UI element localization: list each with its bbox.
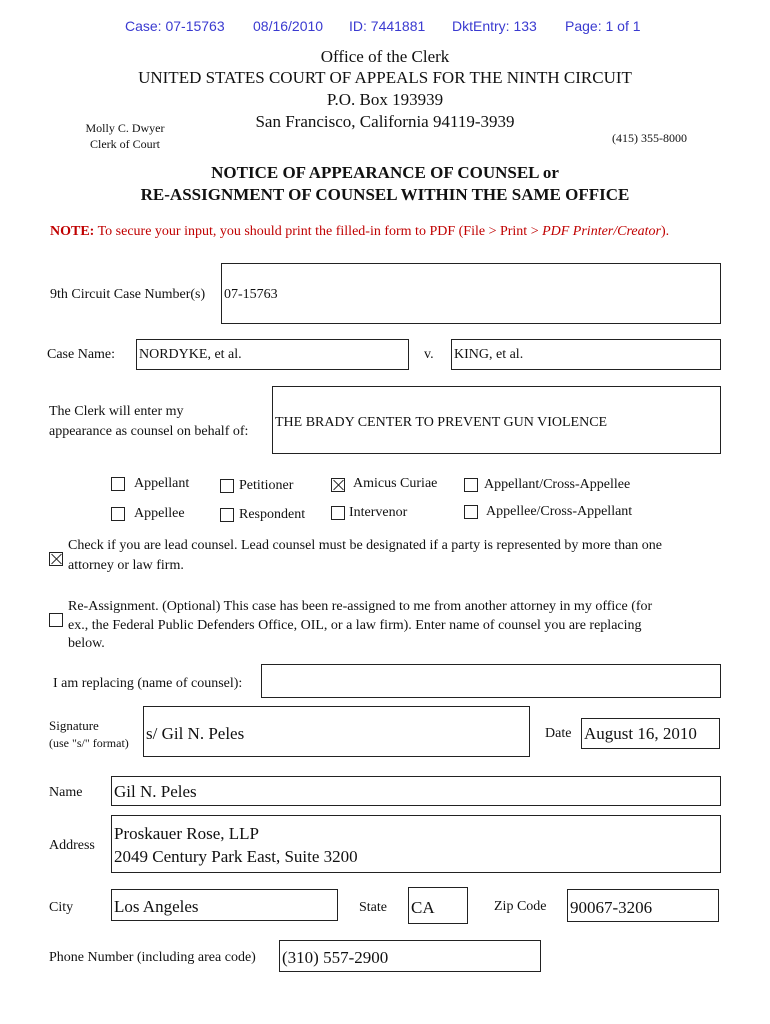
phone-value: (310) 557-2900: [282, 948, 389, 967]
note-text: To secure your input, you should print the filled-in form to PDF (File > Print >: [94, 224, 543, 239]
appellant-cross-appellee-label: Appellant/Cross-Appellee: [484, 477, 631, 492]
case-name-left-input[interactable]: [136, 339, 409, 370]
note-italic: PDF Printer/Creator: [542, 224, 661, 239]
note: [50, 224, 669, 240]
state-label: State: [359, 900, 387, 915]
note-label: NOTE:: [50, 224, 95, 239]
name-value: Gil N. Peles: [114, 782, 197, 801]
appellant-checkbox[interactable]: [111, 477, 125, 491]
city-label: City: [49, 900, 74, 915]
case-name-right-input[interactable]: [451, 339, 721, 370]
lead-counsel-text-2: attorney or law firm.: [68, 558, 184, 573]
office-city: San Francisco, California 94119-3939: [255, 112, 515, 131]
petitioner-checkbox[interactable]: [220, 479, 234, 493]
date-label: Date: [545, 726, 572, 741]
clerk-title: Clerk of Court: [90, 137, 160, 151]
case-number-label: 9th Circuit Case Number(s): [50, 287, 206, 302]
state-value: CA: [411, 898, 435, 917]
city-input[interactable]: [111, 889, 338, 921]
behalf-input[interactable]: [272, 386, 721, 454]
behalf-label-2: appearance as counsel on behalf of:: [49, 424, 249, 439]
phone-input[interactable]: [279, 940, 541, 972]
behalf-label-1: The Clerk will enter my: [49, 404, 184, 419]
case-number-value: 07-15763: [224, 287, 278, 302]
amicus-curiae-label: Amicus Curiae: [353, 476, 438, 491]
intervenor-label: Intervenor: [349, 505, 408, 520]
header-dkt-entry: DktEntry: 133: [452, 18, 537, 34]
state-input[interactable]: [408, 887, 468, 924]
form-title-2: RE-ASSIGNMENT OF COUNSEL WITHIN THE SAME OFFICE: [140, 185, 630, 204]
intervenor-checkbox[interactable]: [331, 506, 345, 520]
clerk-name: Molly C. Dwyer: [85, 121, 165, 135]
appellant-label: Appellant: [134, 476, 190, 491]
reassignment-text-2: ex., the Federal Public Defenders Office, OIL, or a law firm). Enter name of counsel you are replacing: [68, 618, 642, 633]
date-input[interactable]: [581, 718, 720, 749]
office-po-box: P.O. Box 193939: [326, 90, 444, 109]
lead-counsel-text-1: Check if you are lead counsel. Lead counsel must be designated if a party is represented by more than one: [68, 538, 663, 553]
city-value: Los Angeles: [114, 897, 199, 916]
address-label: Address: [49, 838, 95, 853]
zip-input[interactable]: [567, 889, 719, 922]
appellee-label: Appellee: [134, 506, 185, 521]
versus-label: v.: [424, 347, 434, 362]
phone-label: Phone Number (including area code): [49, 950, 256, 965]
appellee-cross-appellant-checkbox[interactable]: [464, 505, 478, 519]
appellant-cross-appellee-checkbox[interactable]: [464, 478, 478, 492]
case-name-label: Case Name:: [47, 347, 116, 362]
respondent-label: Respondent: [239, 507, 306, 522]
signature-label-1: Signature: [49, 718, 99, 733]
lead-counsel-checkbox[interactable]: [49, 552, 63, 566]
appellee-checkbox[interactable]: [111, 507, 125, 521]
note-end: ).: [660, 224, 670, 239]
address-input[interactable]: [111, 815, 721, 873]
signature-label-2: (use "s/" format): [49, 736, 129, 750]
header-date: 08/16/2010: [253, 18, 324, 34]
case-number-input[interactable]: [221, 263, 721, 324]
signature-input[interactable]: [143, 706, 530, 757]
form-title-1: NOTICE OF APPEARANCE OF COUNSEL or: [211, 163, 559, 182]
address-line-1: Proskauer Rose, LLP: [114, 824, 259, 843]
petitioner-label: Petitioner: [239, 478, 294, 493]
address-line-2: 2049 Century Park East, Suite 3200: [114, 847, 358, 866]
header-page: Page: 1 of 1: [565, 18, 641, 34]
case-name-right-value: KING, et al.: [454, 347, 524, 362]
zip-label: Zip Code: [494, 899, 547, 914]
replacing-label: I am replacing (name of counsel):: [53, 676, 243, 691]
replacing-input[interactable]: [261, 664, 721, 698]
header-case: Case: 07-15763: [125, 18, 225, 34]
office-phone: (415) 355-8000: [612, 131, 687, 145]
respondent-checkbox[interactable]: [220, 508, 234, 522]
name-label: Name: [49, 785, 83, 800]
appellee-cross-appellant-label: Appellee/Cross-Appellant: [486, 504, 633, 519]
case-name-left-value: NORDYKE, et al.: [139, 347, 242, 362]
amicus-curiae-checkbox[interactable]: [331, 478, 345, 492]
reassignment-checkbox[interactable]: [49, 613, 63, 627]
zip-value: 90067-3206: [570, 898, 653, 917]
reassignment-text-3: below.: [68, 636, 105, 651]
office-court-name: UNITED STATES COURT OF APPEALS FOR THE NINTH CIRCUIT: [138, 68, 632, 87]
date-value: August 16, 2010: [584, 724, 697, 743]
header-id: ID: 7441881: [349, 18, 426, 34]
reassignment-text-1: Re-Assignment. (Optional) This case has been re-assigned to me from another attorney in my office (for: [68, 599, 653, 614]
behalf-value: THE BRADY CENTER TO PREVENT GUN VIOLENCE: [275, 415, 608, 430]
name-input[interactable]: [111, 776, 721, 806]
signature-value: s/ Gil N. Peles: [146, 724, 245, 743]
office-line-1: Office of the Clerk: [320, 47, 450, 66]
